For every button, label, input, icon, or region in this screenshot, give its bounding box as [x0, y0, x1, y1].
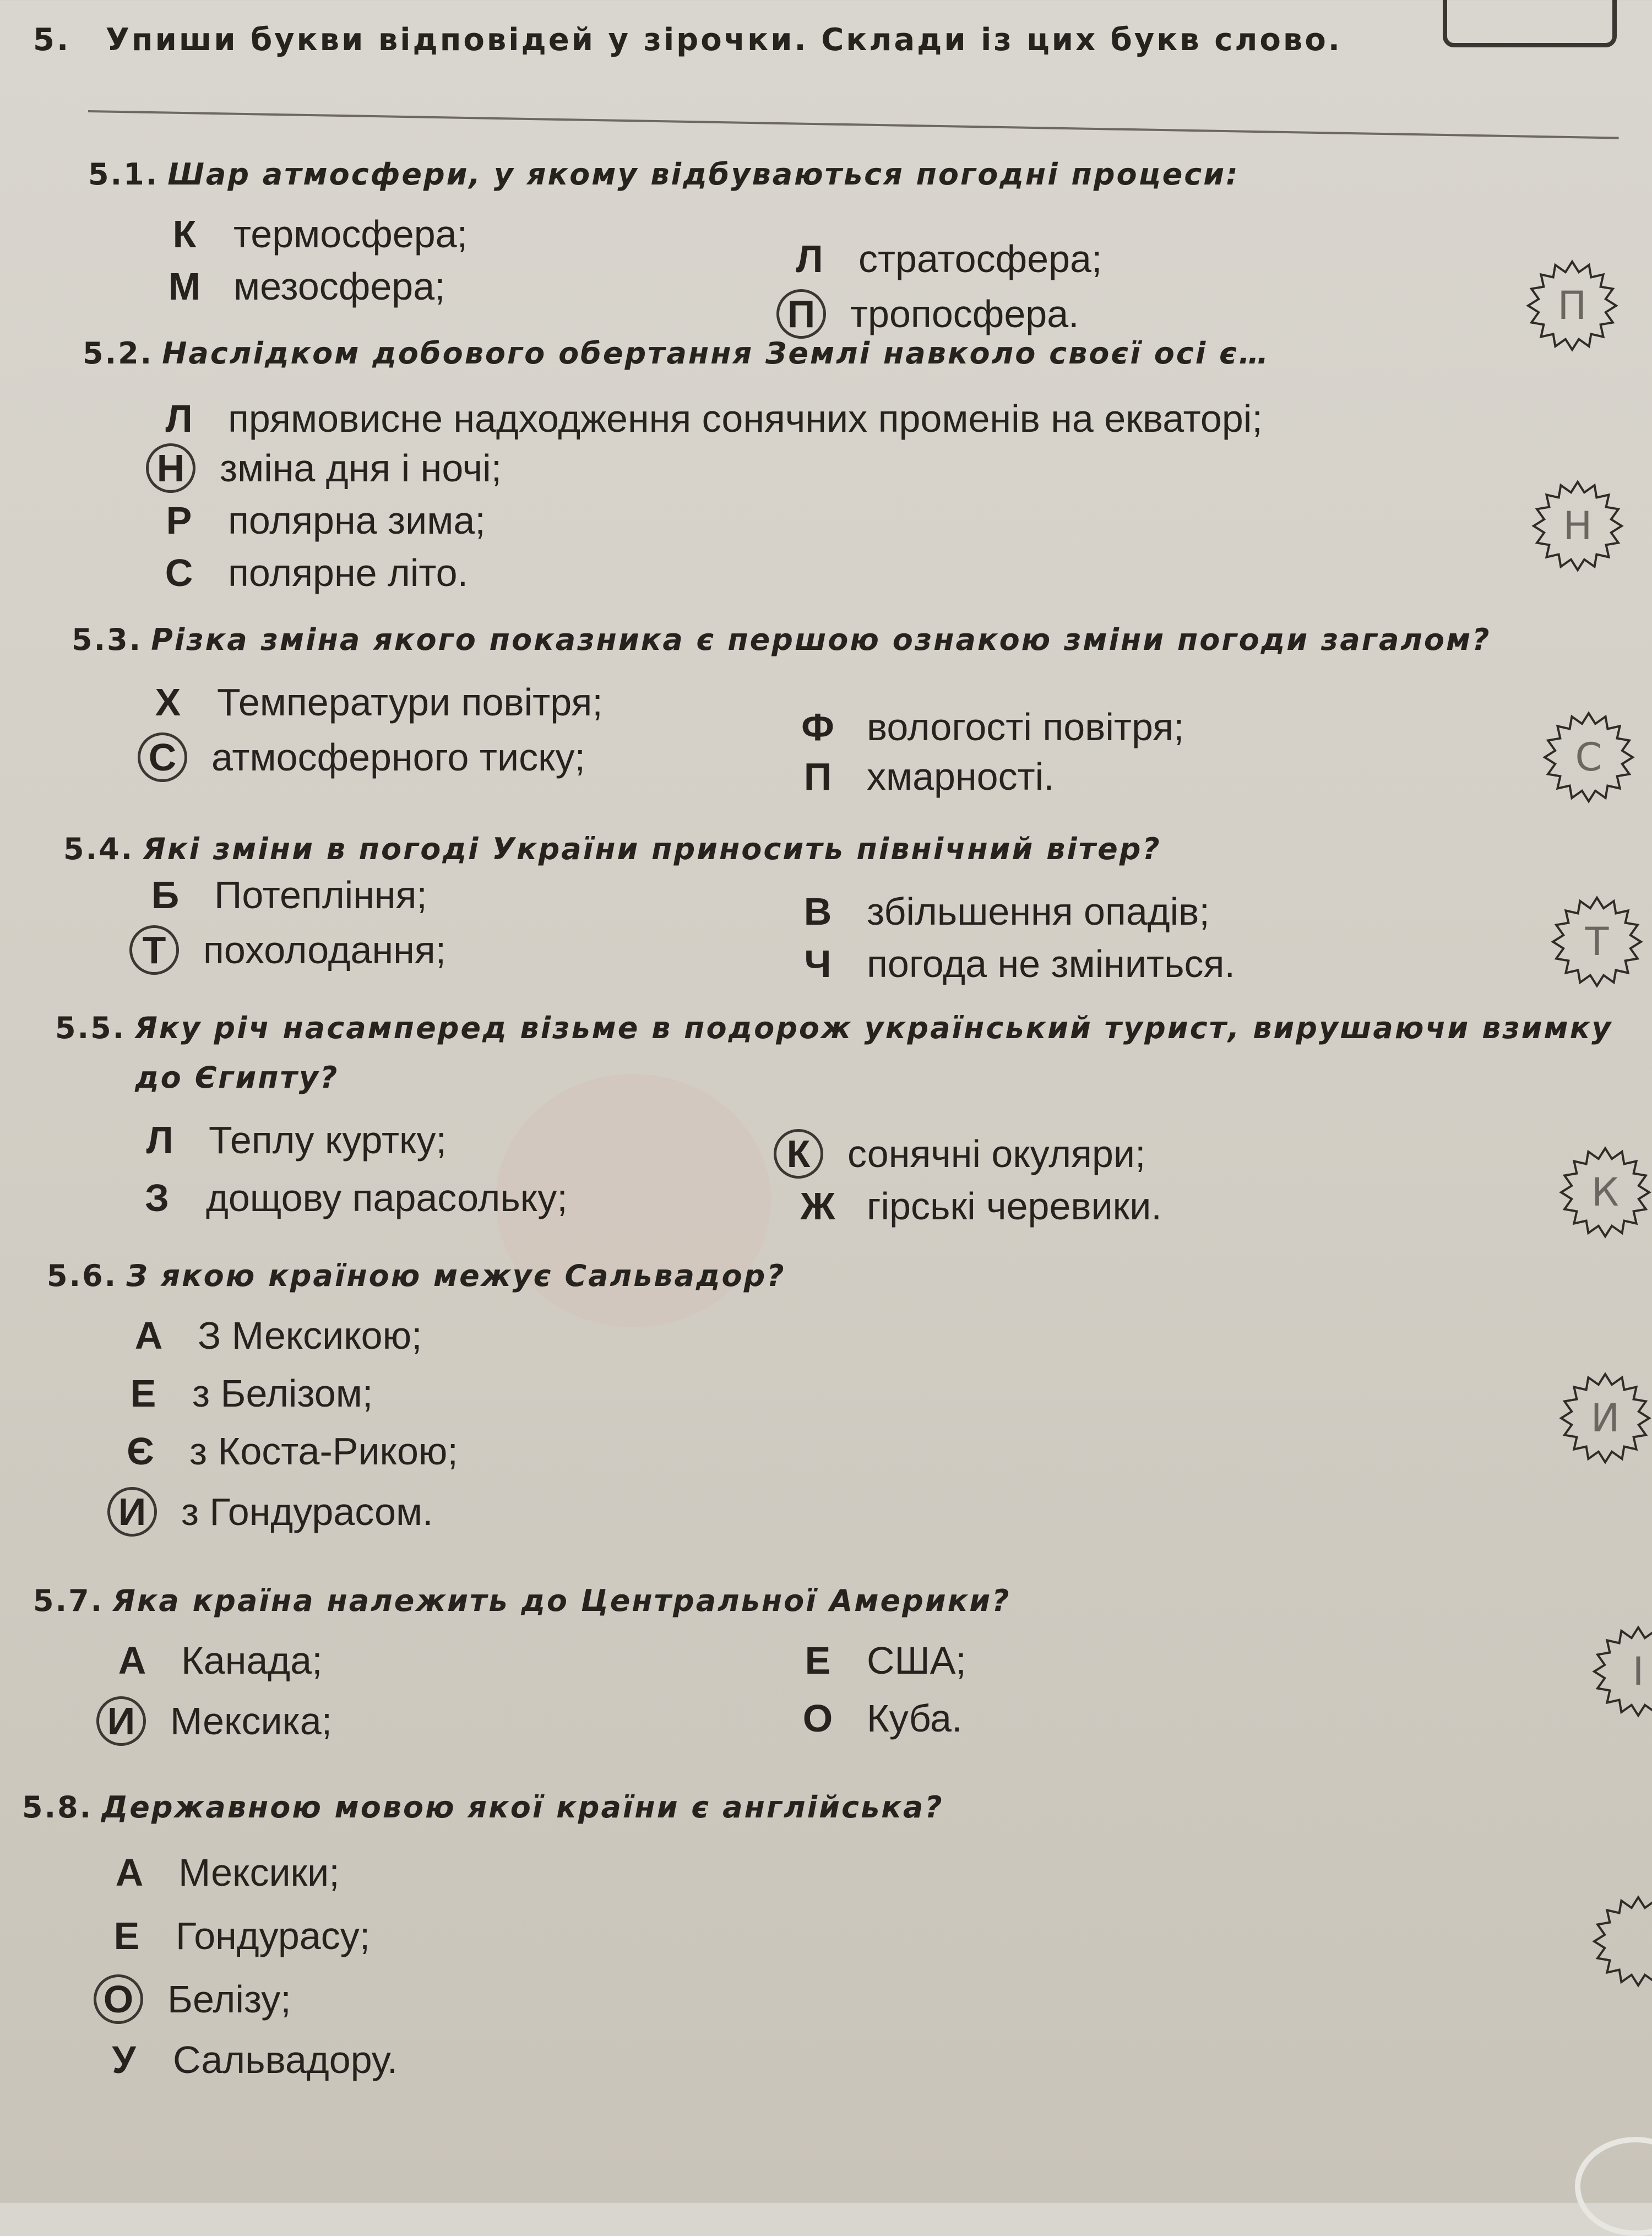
question-5-3 [72, 622, 1491, 657]
option-5-4-ch[interactable] [793, 942, 1235, 986]
option-letter-circled: И [107, 1487, 157, 1537]
option-5-6-e[interactable] [118, 1371, 373, 1415]
option-letter: Л [165, 397, 193, 440]
option-5-5-zh[interactable] [793, 1184, 1162, 1228]
option-5-8-u[interactable] [99, 2038, 398, 2082]
answer-star-5-8[interactable] [1591, 1895, 1652, 1988]
option-text: з Белізом; [192, 1372, 373, 1415]
option-text: Мексики; [178, 1851, 340, 1894]
option-letter: С [165, 551, 193, 594]
question-number: 5.4. [63, 832, 134, 866]
option-letter: В [803, 890, 832, 933]
option-text: Теплу куртку; [209, 1119, 447, 1162]
option-letter: Ч [804, 942, 832, 985]
option-text: збільшення опадів; [867, 890, 1210, 933]
option-text: сонячні окуляри; [847, 1132, 1146, 1175]
option-letter: Е [805, 1639, 831, 1682]
option-letter: М [168, 265, 201, 308]
option-text: США; [867, 1639, 966, 1682]
question-text: Шар атмосфери, у якому відбуваються погодні процеси: [167, 157, 1240, 192]
option-letter: Х [155, 681, 181, 724]
option-5-5-l[interactable] [135, 1118, 447, 1162]
option-text: Канада; [181, 1639, 323, 1682]
option-text: Гондурасу; [176, 1914, 371, 1957]
question-text-line2: до Єгипту? [135, 1060, 339, 1095]
option-5-4-b[interactable] [140, 873, 427, 917]
option-text: Белізу; [167, 1978, 291, 2021]
option-5-6-ye[interactable] [116, 1429, 458, 1473]
corner-score-box [1443, 0, 1617, 47]
option-letter: П [803, 755, 832, 798]
option-letter-circled: С [138, 732, 187, 782]
option-text: хмарності. [867, 755, 1055, 798]
option-5-2-r[interactable] [154, 498, 486, 542]
option-5-4-v[interactable] [793, 889, 1210, 934]
answer-letter: И [1590, 1396, 1620, 1441]
option-5-3-p[interactable] [793, 755, 1055, 799]
option-text: з Коста-Рикою; [189, 1430, 458, 1473]
option-text: тропосфера. [850, 292, 1079, 335]
option-text: З Мексикою; [198, 1314, 422, 1357]
answer-star-5-1[interactable] [1525, 259, 1619, 352]
answer-star-5-6[interactable] [1558, 1371, 1652, 1465]
option-5-7-a[interactable] [107, 1638, 323, 1683]
question-number: 5.3. [72, 622, 143, 657]
option-5-3-s[interactable] [138, 732, 585, 782]
option-letter: З [145, 1176, 169, 1219]
option-letter: У [112, 2038, 136, 2081]
answer-letter: П [1557, 283, 1587, 328]
answer-star-5-3[interactable] [1542, 710, 1635, 804]
option-text: Потепління; [214, 873, 427, 916]
question-5-7 [33, 1583, 1010, 1618]
question-number: 5.8. [22, 1790, 93, 1825]
option-letter: А [134, 1314, 163, 1357]
divider-line [88, 110, 1619, 139]
option-letter-circled: Т [129, 925, 179, 975]
answer-letter: Н [1563, 503, 1593, 549]
option-5-7-o[interactable] [793, 1696, 962, 1740]
option-5-1-m[interactable] [160, 264, 445, 308]
question-5-8 [22, 1790, 944, 1825]
option-text: Температури повітря; [217, 681, 603, 724]
option-5-4-t[interactable] [129, 925, 446, 975]
answer-star-5-5[interactable] [1558, 1146, 1652, 1239]
question-number: 5.7. [33, 1583, 104, 1618]
option-letter-circled: П [776, 289, 826, 339]
option-text: стратосфера; [858, 237, 1102, 280]
option-5-6-y[interactable] [107, 1487, 433, 1537]
option-letter: Б [151, 873, 180, 916]
question-5-2 [83, 336, 1270, 371]
option-letter: Ф [801, 705, 834, 748]
option-text: гірські черевики. [867, 1185, 1162, 1228]
option-5-8-a[interactable] [105, 1850, 340, 1895]
question-number: 5.5. [55, 1011, 126, 1045]
option-5-2-n[interactable] [146, 443, 502, 493]
question-text: Державною мовою якої країни є англійська? [101, 1790, 944, 1825]
question-text: Яка країна належить до Центральної Америки? [112, 1583, 1011, 1618]
option-text: Мексика; [170, 1700, 333, 1743]
answer-star-5-7[interactable] [1591, 1625, 1652, 1718]
option-text: погода не зміниться. [867, 942, 1235, 985]
option-5-8-o[interactable] [94, 1974, 291, 2024]
option-text: з Гондурасом. [181, 1490, 433, 1533]
option-5-2-s[interactable] [154, 551, 468, 595]
question-text: Яку річ насамперед візьме в подорож український турист, вирушаючи взимку [134, 1011, 1613, 1045]
option-letter-circled: И [96, 1696, 146, 1746]
option-letter-circled: Н [146, 443, 195, 493]
question-5-5 [55, 1011, 1612, 1045]
option-text: полярна зима; [228, 499, 486, 542]
option-text: полярне літо. [228, 551, 469, 594]
answer-letter: Т [1585, 919, 1609, 964]
question-5-6 [47, 1258, 786, 1293]
option-letter: А [118, 1639, 146, 1682]
option-5-8-e[interactable] [102, 1914, 370, 1958]
option-letter: А [115, 1851, 144, 1894]
option-letter: Л [146, 1119, 173, 1162]
option-letter: Р [166, 499, 192, 542]
question-number: 5.1. [88, 157, 159, 192]
option-5-6-a[interactable] [124, 1314, 422, 1358]
option-letter: Е [113, 1914, 140, 1957]
task-number: 5. [33, 22, 71, 58]
option-text: похолодання; [203, 929, 447, 972]
answer-letter: І [1632, 1649, 1644, 1694]
question-text: Які зміни в погоді України приносить північний вітер? [143, 832, 1161, 866]
option-text: зміна дня і ночі; [220, 447, 502, 490]
option-text: атмосферного тиску; [211, 736, 585, 779]
answer-letter: К [1591, 1170, 1619, 1215]
option-letter: К [172, 213, 197, 256]
task-title: Упиши букви відповідей у зірочки. Склади із цих букв слово. [105, 22, 1343, 58]
answer-star-5-2[interactable] [1531, 479, 1624, 573]
option-letter-circled: К [774, 1129, 823, 1179]
question-text: Різка зміна якого показника є першою ознакою зміни погоди загалом? [151, 622, 1491, 657]
option-5-7-y[interactable] [96, 1696, 332, 1746]
option-text: Сальвадору. [173, 2038, 398, 2081]
option-text: мезосфера; [233, 265, 445, 308]
option-letter: Ж [800, 1185, 835, 1228]
answer-star-5-4[interactable] [1550, 895, 1644, 989]
option-letter-circled: О [94, 1974, 143, 2024]
option-5-1-l[interactable] [785, 237, 1102, 281]
option-text: вологості повітря; [867, 705, 1184, 748]
task-heading [33, 22, 1342, 58]
question-5-4 [63, 832, 1161, 866]
answer-letter: С [1575, 735, 1602, 780]
option-5-7-e[interactable] [793, 1638, 966, 1683]
option-text: прямовисне надходження сонячних променів на екваторі; [228, 397, 1263, 440]
question-5-1 [88, 157, 1240, 192]
option-5-1-k[interactable] [160, 212, 468, 256]
option-5-3-kh[interactable] [143, 680, 603, 724]
option-letter: О [802, 1697, 833, 1740]
question-number: 5.2. [83, 336, 154, 371]
star-outline-icon [1591, 1895, 1652, 1988]
option-text: Куба. [867, 1697, 963, 1740]
option-text: дощову парасольку; [206, 1176, 568, 1219]
option-5-3-f[interactable] [793, 705, 1184, 749]
option-5-5-z[interactable] [132, 1176, 568, 1220]
question-number: 5.6. [47, 1258, 118, 1293]
option-5-5-k[interactable] [774, 1129, 1145, 1179]
option-5-1-p[interactable] [776, 289, 1079, 339]
option-letter: Є [127, 1430, 154, 1473]
option-5-2-l[interactable] [154, 397, 1263, 441]
star-outline [1594, 1897, 1652, 1985]
option-letter: Е [130, 1372, 156, 1415]
question-text: З якою країною межує Сальвадор? [126, 1258, 786, 1293]
question-5-5-continued [135, 1060, 339, 1095]
option-text: термосфера; [233, 213, 468, 256]
page-curl [1575, 2137, 1652, 2236]
option-letter: Л [796, 237, 823, 280]
question-text: Наслідком добового обертання Землі навколо своєї осі є… [162, 336, 1270, 371]
